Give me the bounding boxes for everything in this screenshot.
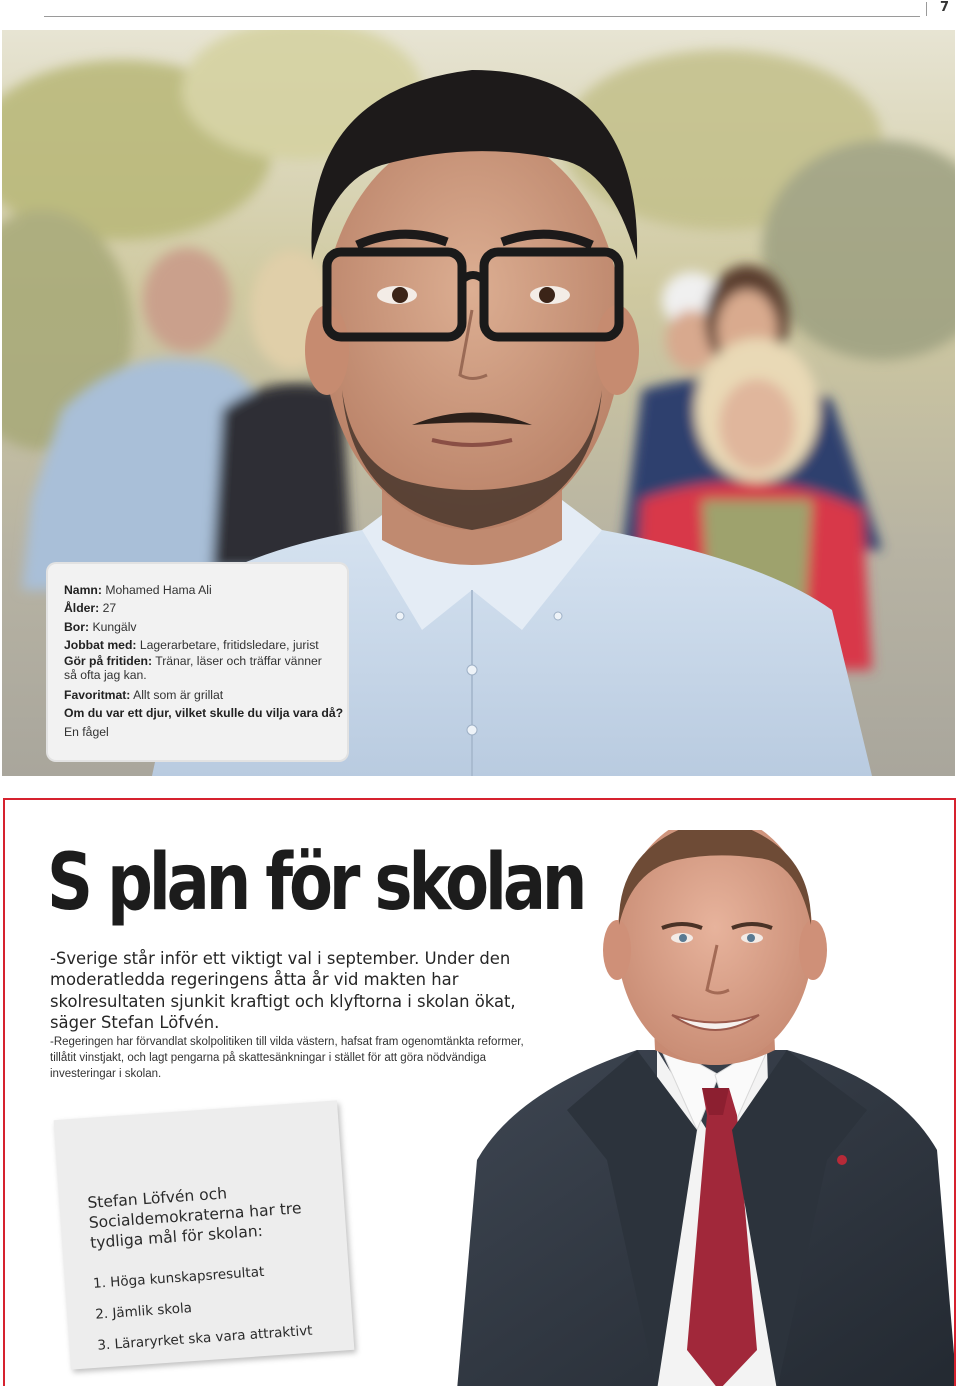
article-lead: -Sverige står inför ett viktigt val i september. Under den moderatledda regeringens åtta år vid makten har skolresultaten sjunkit kraftigt och klyftorna i skolan ökat, säger Stefan Löfvén. (50, 949, 516, 1032)
goal-item: 3. Läraryrket ska vara attraktivt (96, 1322, 313, 1354)
profile-food-row (64, 686, 333, 704)
profile-worked-row (64, 636, 333, 654)
goals-note-title: Stefan Löfvén och Socialdemokraterna har tre tydliga mål för skolan: (86, 1184, 302, 1252)
profile-age-value: 27 (102, 601, 117, 616)
goal-item: 2. Jämlik skola (94, 1300, 193, 1323)
profile-home-row (64, 618, 333, 636)
profile-worked-label: Jobbat med: (64, 637, 137, 652)
portrait-photo (457, 830, 956, 1386)
profile-animal-answer: En fågel (64, 724, 109, 739)
profile-freetime-row (64, 654, 333, 682)
profile-age-label: Ålder: (64, 601, 100, 616)
profile-info-box (48, 564, 347, 760)
goals-note-card (54, 1100, 355, 1369)
top-rule (44, 16, 920, 17)
article-body: -Regeringen har förvandlat skolpolitiken till vilda västern, hafsat fram ogenomtänkta reformer, tillåtit vinstjakt, och lagt pengarna på skattesänkningar i stället för att göra nödvändiga investeringar i skolan. (50, 1036, 524, 1080)
profile-home-label: Bor: (64, 619, 90, 634)
profile-name-label: Namn: (64, 583, 102, 597)
page-number-separator (926, 2, 927, 16)
profile-name-row (64, 581, 333, 599)
profile-home-value: Kungälv (92, 619, 137, 634)
goals-note-list (92, 1251, 348, 1361)
profile-food-label: Favoritmat: (64, 688, 131, 703)
profile-freetime-label: Gör på fritiden: (64, 654, 153, 669)
goals-note-text (87, 1176, 348, 1362)
page-number: 7 (940, 0, 950, 15)
profile-animal-question: Om du var ett djur, vilket skulle du vilja vara då? (64, 706, 344, 721)
article-headline: S plan för skolan (47, 838, 584, 928)
profile-food-value: Allt som är grillat (133, 688, 224, 703)
profile-name-value: Mohamed Hama Ali (105, 583, 212, 597)
goal-item: 1. Höga kunskapsresultat (92, 1263, 265, 1292)
profile-freetime-value: Tränar, läser och träffar vänner så ofta jag kan. (64, 654, 322, 683)
profile-worked-value: Lagerarbetare, fritidsledare, jurist (139, 637, 319, 652)
profile-age-row (64, 599, 333, 617)
